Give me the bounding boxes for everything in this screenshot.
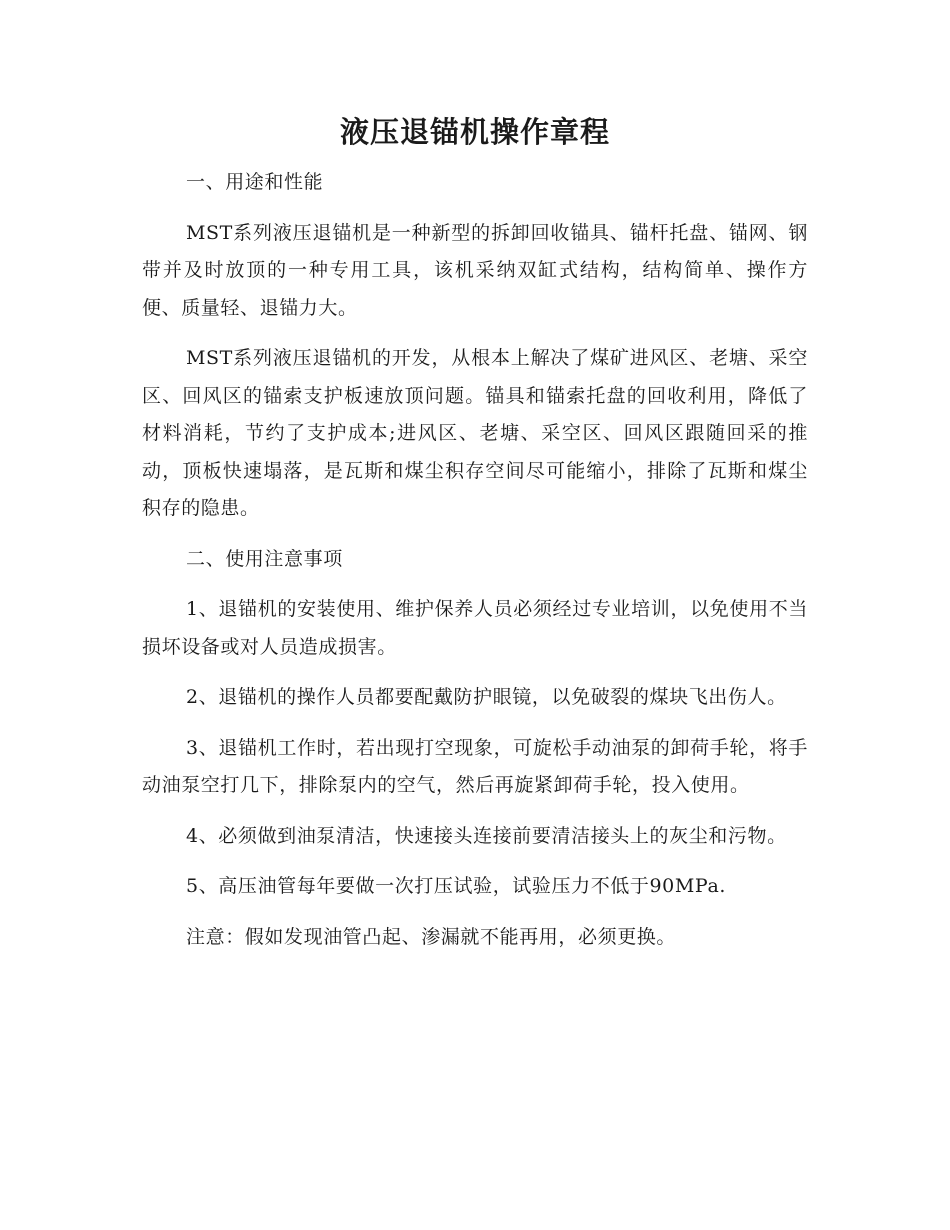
section-heading-precautions: 二、使用注意事项 [186,547,343,570]
section-heading-purpose: 一、用途和性能 [186,171,324,193]
list-item-training: 1、退锚机的安装使用、维护保养人员必须经过专业培训，以免使用不当损坏设备或对人员造成损害。 [142,598,808,658]
list-item-goggles: 2、退锚机的操作人员都要配戴防护眼镜，以免破裂的煤块飞出伤人。 [186,686,787,708]
paragraph-intro: MST系列液压退锚机是一种新型的拆卸回收锚具、锚杆托盘、锚网、钢带并及时放顶的一种专用工具，该机采纳双缸式结构，结构简单、操作方便、质量轻、退锚力大。 [142,221,808,319]
document-body [142,164,808,956]
list-item-cleaning: 4、必须做到油泵清洁，快速接头连接前要清洁接头上的灰尘和污物。 [186,824,787,847]
note-hose-replacement: 注意：假如发现油管凸起、渗漏就不能再用，必须更换。 [186,925,677,948]
paragraph-development: MST系列液压退锚机的开发，从根本上解决了煤矿进风区、老塘、采空区、回风区的锚索支护板速放顶问题。锚具和锚索托盘的回收利用，降低了材料消耗，节约了支护成本;进风区、老塘、采空区、回风区跟随回采的推动，顶板快速塌落，是瓦斯和煤尘积存空间尽可能缩小，排除了瓦斯和煤尘积存的隐患。 [142,347,808,519]
page-title: 液压退锚机操作章程 [339,115,610,149]
list-item-air-purge: 3、退锚机工作时，若出现打空现象，可旋松手动油泵的卸荷手轮，将手动油泵空打几下，排除泵内的空气，然后再旋紧卸荷手轮，投入使用。 [142,736,808,796]
list-item-pressure-test: 5、高压油管每年要做一次打压试验，试验压力不低于90MPa. [186,875,727,897]
